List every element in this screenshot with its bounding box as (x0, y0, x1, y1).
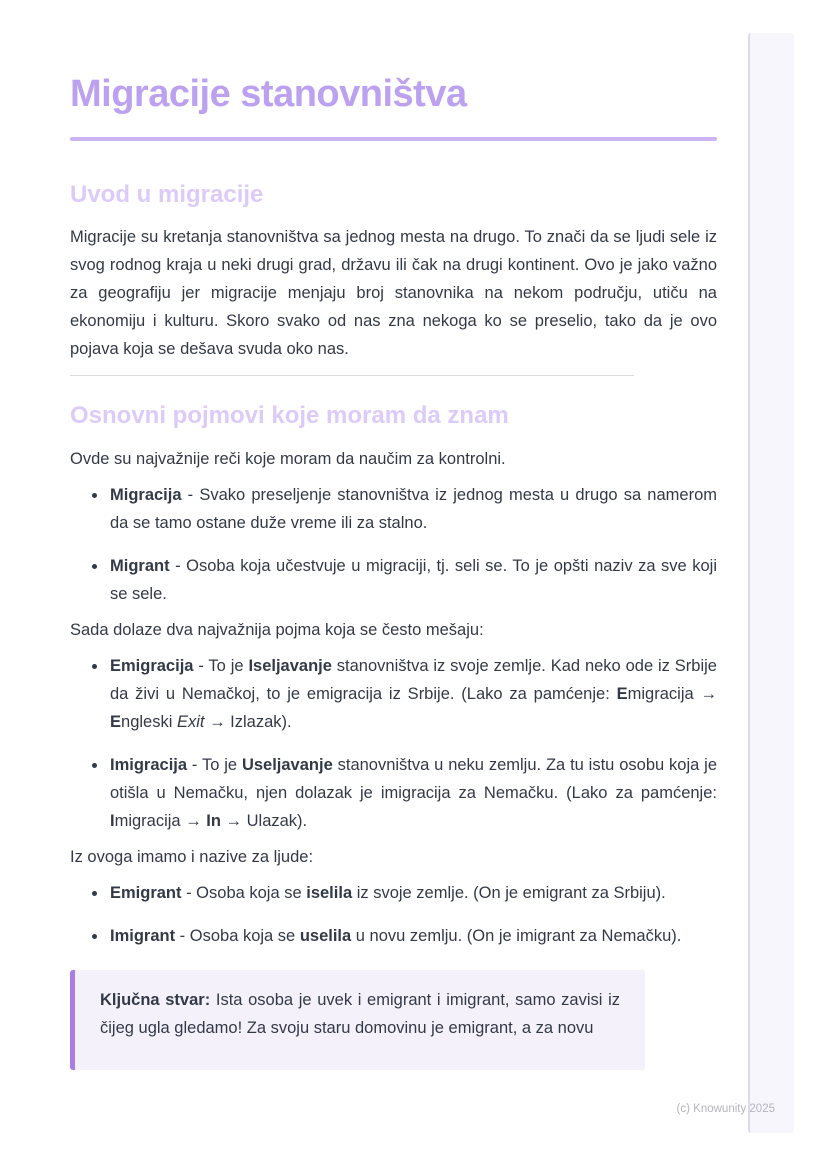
text-run: iz svoje zemlje. (On je emigrant za Srbiju). (352, 884, 666, 902)
terms-list-emigrant-imigrant (70, 879, 717, 950)
mid-paragraph-2: Iz ovoga imamo i nazive za ljude: (70, 848, 314, 866)
text-run: u novu zemlju. (On je imigrant za Nemačku). (351, 927, 682, 945)
section-heading-pojmovi: Osnovni pojmovi koje moram da znam (70, 402, 509, 429)
bold-text: Imigrant (110, 927, 176, 945)
bold-text: iselila (306, 884, 353, 902)
text-run: stanovništva u neku zemlju. Za tu istu osobu koja je otišla u Nemačku, njen dolazak je imigracija za Nemačku. (Lako za pamćenje: (110, 756, 717, 802)
text-run: → Izlazak). (204, 713, 292, 731)
term-list-item (108, 879, 717, 907)
text-run: → Ulazak). (220, 812, 308, 830)
bold-text: uselila (299, 927, 352, 945)
terms-list-emigracija-imigracija (70, 652, 717, 835)
text-run: - Osoba koja se (175, 927, 300, 945)
bold-text: E (616, 685, 628, 703)
bold-text: Ključna stvar: (100, 991, 211, 1009)
terms-list-basic (70, 481, 717, 608)
callout-text (100, 986, 620, 1042)
lead-paragraph: Ovde su najvažnije reči koje moram da naučim za kontrolni. (70, 450, 506, 468)
text-run: stanovništva iz svoje zemlje. Kad neko ode iz Srbije da živi u Nemačkoj, to je emigracija iz Srbije. (Lako za pamćenje: (110, 657, 717, 703)
page-title: Migracije stanovništva (70, 73, 467, 115)
italic-text: Exit (176, 713, 205, 731)
text-run: migracija → (114, 812, 207, 830)
bold-text: Useljavanje (241, 756, 333, 774)
term-list-item (108, 481, 717, 537)
text-run: - To je (193, 657, 249, 675)
bold-text: Iseljavanje (248, 657, 332, 675)
title-rule (70, 137, 717, 141)
bold-text: Emigrant (110, 884, 182, 902)
bold-text: In (206, 812, 221, 830)
text-run: - Osoba koja učestvuje u migraciji, tj. seli se. To je opšti naziv za sve koji se sele. (110, 557, 717, 603)
term-list-item (108, 552, 717, 608)
term-list-item (108, 652, 717, 736)
intro-paragraph: Migracije su kretanja stanovništva sa jednog mesta na drugo. To znači da se ljudi sele iz svog rodnog kraja u neki drugi grad, državu ili čak na drugi kontinent. Ovo je jako važno za geografiju jer migracije menjaju broj stanovnika na nekom području, utiču na ekonomiju i kulturu. Skoro svako od nas zna nekoga ko se preselio, tako da je ovo pojava koja se dešava svuda oko nas. (70, 228, 717, 358)
term-list-item (108, 922, 717, 950)
bold-text: Migrant (110, 557, 170, 575)
text-run: - To je (187, 756, 242, 774)
text-run: Ista osoba je uvek i emigrant i imigrant, samo zavisi iz čijeg ugla gledamo! Za svoju staru domovinu je emigrant, a za novu (100, 991, 620, 1037)
mid-paragraph-1: Sada dolaze dva najvažnija pojma koja se često mešaju: (70, 621, 484, 639)
section-heading-uvod: Uvod u migracije (70, 181, 264, 208)
term-list-item (108, 751, 717, 835)
text-run: - Osoba koja se (181, 884, 307, 902)
bold-text: E (110, 713, 122, 731)
bold-text: Emigracija (110, 657, 194, 675)
document-page (70, 0, 717, 1070)
copyright-note: (c) Knowunity 2025 (676, 1103, 775, 1115)
bold-text: Imigracija (110, 756, 188, 774)
key-callout (70, 970, 645, 1070)
text-run: - Svako preseljenje stanovništva iz jednog mesta u drugo sa namerom da se tamo ostane duže vreme ili za stalno. (110, 486, 717, 532)
page-edge-strip (748, 33, 794, 1133)
text-run: ngleski (121, 713, 177, 731)
bold-text: Migracija (110, 486, 182, 504)
section-divider (70, 375, 634, 376)
text-run: migracija → (627, 685, 717, 703)
bold-text: I (110, 812, 115, 830)
